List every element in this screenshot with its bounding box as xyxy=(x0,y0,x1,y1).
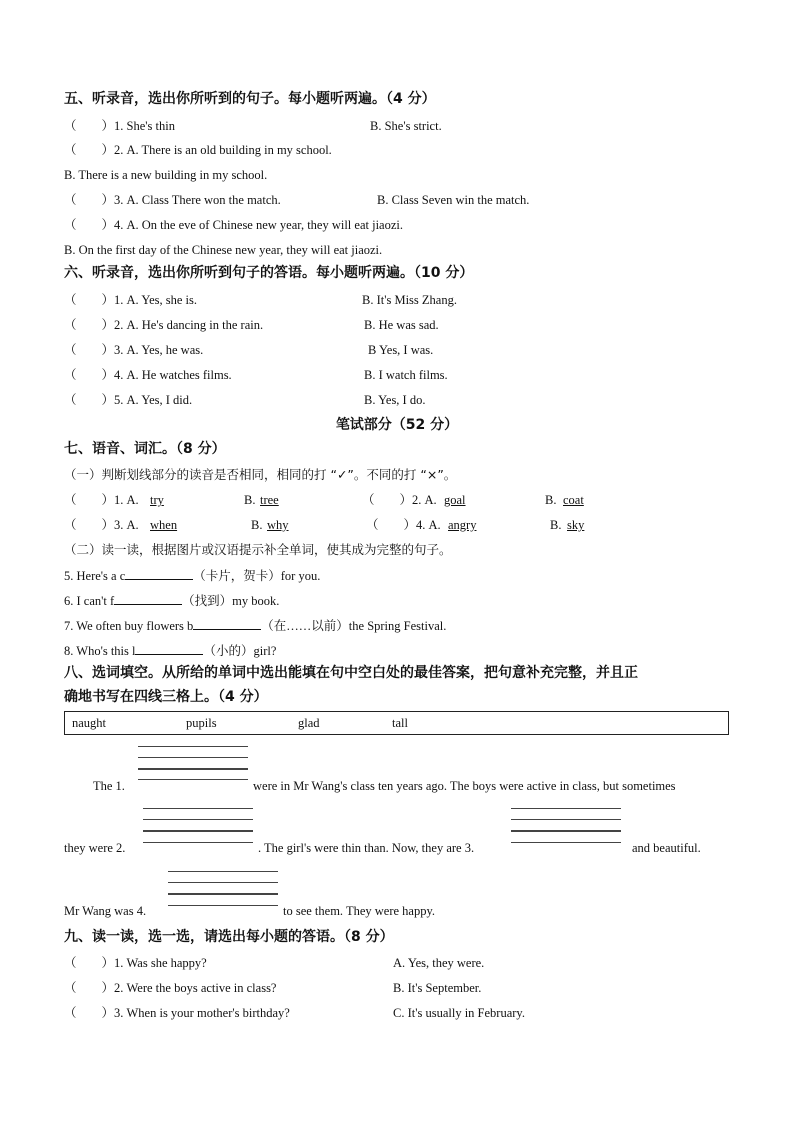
section-5-title: 五、听录音，选出你所听到的句子。每小题听两遍。（4 分） xyxy=(64,91,436,107)
s8-line1-start: The 1. xyxy=(93,779,125,793)
word-bank-word-2: pupils xyxy=(186,716,217,730)
s8-line3-start: Mr Wang was 4. xyxy=(64,904,147,918)
s6-q4-a: （ ）4. A. He watches films. xyxy=(64,368,232,382)
s7-row2-q4-a-label: （ ）4. A. xyxy=(366,518,441,532)
s7-row2-q3-b-label: B. xyxy=(251,518,263,532)
four-line-grid-3[interactable] xyxy=(511,808,621,842)
s8-line3-rest: to see them. They were happy. xyxy=(283,904,436,918)
s6-q1-b: B. It's Miss Zhang. xyxy=(362,293,457,307)
written-part-title: 笔试部分（52 分） xyxy=(335,417,459,433)
s7-s7-end: （在……以前）the Spring Festival. xyxy=(261,619,447,633)
s7-s5-start: 5. Here's a c xyxy=(64,569,126,583)
s5-q4-a: （ ）4. A. On the eve of Chinese new year, they will eat jiaozi. xyxy=(64,218,403,232)
s6-q3-b: B Yes, I was. xyxy=(368,343,434,357)
s7-row1-q1-b-label: B. xyxy=(244,493,256,507)
s7-s5-blank[interactable] xyxy=(125,567,193,580)
s7-row1-word-coat: coat xyxy=(563,493,584,507)
s9-option-b: B. It's September. xyxy=(393,981,482,995)
s7-s7-blank[interactable] xyxy=(193,617,261,630)
s8-line2-end: and beautiful. xyxy=(632,841,701,855)
s7-row1-word-try: try xyxy=(150,493,164,507)
word-bank-box xyxy=(64,711,729,735)
s7-sentence-5 xyxy=(64,567,320,584)
s7-s6-start: 6. I can't f xyxy=(64,594,115,608)
s8-line1-rest: were in Mr Wang's class ten years ago. The boys were active in class, but sometimes xyxy=(253,779,676,793)
s6-q4-b: B. I watch films. xyxy=(364,368,448,382)
s6-q1-a: （ ）1. A. Yes, she is. xyxy=(64,293,198,307)
word-bank-word-1: naught xyxy=(72,716,107,730)
s7-part1-instruction: （一）判断划线部分的读音是否相同，相同的打 “✓”。不同的打 “×”。 xyxy=(64,467,457,482)
s7-row1-q2-a-label: （ ）2. A. xyxy=(362,493,437,507)
four-line-grid-2[interactable] xyxy=(143,808,253,842)
s7-row2-word-sky: sky xyxy=(567,518,585,532)
s7-s8-blank[interactable] xyxy=(135,642,203,655)
section-6-title: 六、听录音，选出你所听到句子的答语。每小题听两遍。（10 分） xyxy=(64,265,474,281)
s7-sentence-6 xyxy=(64,592,279,609)
s9-option-c: C. It's usually in February. xyxy=(393,1006,525,1020)
s5-q4-b: B. On the first day of the Chinese new year, they will eat jiaozi. xyxy=(64,243,383,257)
s6-q5-b: B. Yes, I do. xyxy=(364,393,426,407)
s7-s7-start: 7. We often buy flowers b xyxy=(64,619,194,633)
s5-q3-b: B. Class Seven win the match. xyxy=(377,193,530,207)
s9-q1: （ ）1. Was she happy? xyxy=(64,956,207,970)
s7-s6-blank[interactable] xyxy=(114,592,182,605)
s7-row2-q4-b-label: B. xyxy=(550,518,562,532)
s5-q1-a: （ ）1. She's thin xyxy=(64,119,175,133)
section-7-title: 七、语音、词汇。（8 分） xyxy=(64,441,226,457)
s8-line2-start: they were 2. xyxy=(64,841,126,855)
s7-s8-start: 8. Who's this l xyxy=(64,644,136,658)
s8-line2-middle: . The girl's were thin than. Now, they are 3. xyxy=(258,841,475,855)
section-8-title-line2: 确地书写在四线三格上。（4 分） xyxy=(64,689,268,705)
s7-row2-word-when: when xyxy=(150,518,178,532)
s7-row1-q1-a-label: （ ）1. A. xyxy=(64,493,139,507)
word-bank-word-4: tall xyxy=(392,716,408,730)
s9-q2: （ ）2. Were the boys active in class? xyxy=(64,981,277,995)
s5-q2-a: （ ）2. A. There is an old building in my school. xyxy=(64,143,332,157)
s7-sentence-7 xyxy=(64,617,446,634)
s9-option-a: A. Yes, they were. xyxy=(393,956,485,970)
s6-q3-a: （ ）3. A. Yes, he was. xyxy=(64,343,204,357)
s6-q2-a: （ ）2. A. He's dancing in the rain. xyxy=(64,318,264,332)
s7-s5-end: （卡片，贺卡）for you. xyxy=(193,569,321,583)
s7-s8-end: （小的）girl? xyxy=(203,644,277,658)
s7-row1-word-tree: tree xyxy=(260,493,279,507)
four-line-grid-1[interactable] xyxy=(138,746,248,780)
section-8-title-line1: 八、选词填空。从所给的单词中选出能填在句中空白处的最佳答案，把句意补充完整，并且正 xyxy=(64,665,638,681)
s7-row2-word-why: why xyxy=(267,518,289,532)
s7-sentence-8 xyxy=(64,642,276,659)
s6-q5-a: （ ）5. A. Yes, I did. xyxy=(64,393,193,407)
s7-row1-q2-b-label: B. xyxy=(545,493,557,507)
s5-q1-b: B. She's strict. xyxy=(370,119,442,133)
s5-q2-b: B. There is a new building in my school. xyxy=(64,168,268,182)
four-line-grid-4[interactable] xyxy=(168,871,278,905)
s7-row2-word-angry: angry xyxy=(448,518,477,532)
s5-q3-a: （ ）3. A. Class There won the match. xyxy=(64,193,281,207)
s7-s6-end: （找到）my book. xyxy=(182,594,280,608)
s6-q2-b: B. He was sad. xyxy=(364,318,439,332)
s7-part2-instruction: （二）读一读，根据图片或汉语提示补全单词，使其成为完整的句子。 xyxy=(64,542,452,557)
word-bank-word-3: glad xyxy=(298,716,320,730)
s7-row2-q3-a-label: （ ）3. A. xyxy=(64,518,139,532)
section-9-title: 九、读一读，选一选，请选出每小题的答语。（8 分） xyxy=(64,929,394,945)
s7-row1-word-goal: goal xyxy=(444,493,466,507)
s9-q3: （ ）3. When is your mother's birthday? xyxy=(64,1006,290,1020)
